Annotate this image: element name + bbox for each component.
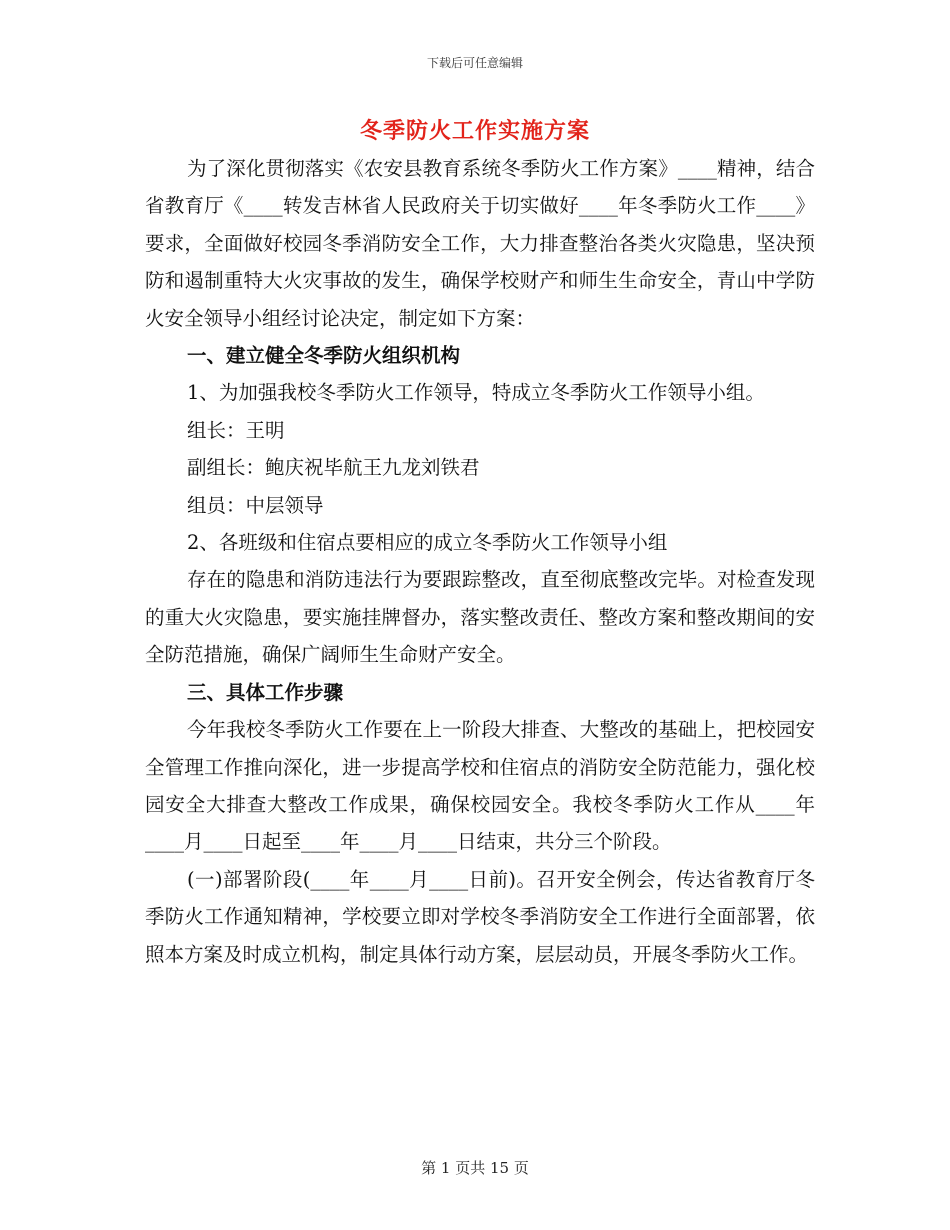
section-heading-steps: 三、具体工作步骤 <box>187 680 344 704</box>
intro-paragraph: 为了深化贯彻落实《农安县教育系统冬季防火工作方案》____精神，结合省教育厅《____转发吉林省人民政府关于切实做好____年冬季防火工作____》要求，全面做好校园冬季消防安全工作，大力排查整治各类火灾隐患，坚决预防和遏制重特大火灾事故的发生，确保学校财产和师生生命安全，青山中学防火安全领导小组经讨论决定，制定如下方案： <box>145 157 815 330</box>
rectification-paragraph: 存在的隐患和消防违法行为要跟踪整改，直至彻底整改完毕。对检查发现的重大火灾隐患，要实施挂牌督办，落实整改责任、整改方案和整改期间的安全防范措施，确保广阔师生生命财产安全。 <box>145 568 815 667</box>
section-heading-organization: 一、建立健全冬季防火组织机构 <box>187 344 461 368</box>
document-body <box>145 150 815 973</box>
page-header: 下载后可任意编辑 <box>426 56 523 70</box>
group-members: 组员：中层领导 <box>187 493 324 517</box>
group-vice-leaders: 副组长：鲍庆祝毕航王九龙刘铁君 <box>187 456 480 480</box>
page-footer: 第 1 页共 15 页 <box>421 1159 529 1177</box>
steps-paragraph: 今年我校冬季防火工作要在上一阶段大排查、大整改的基础上，把校园安全管理工作推向深化，进一步提高学校和住宿点的消防安全防范能力，强化校园安全大排查大整改工作成果，确保校园安全。我校冬季防火工作从____年____月____日起至____年____月____日结束，共分三个阶段。 <box>145 718 815 854</box>
list-item-2: 2、各班级和住宿点要相应的成立冬季防火工作领导小组 <box>187 531 668 555</box>
stage-one-paragraph: (一)部署阶段(____年____月____日前)。召开安全例会，传达省教育厅冬季防火工作通知精神，学校要立即对学校冬季消防安全工作进行全面部署，依照本方案及时成立机构，制定具体行动方案，层层动员，开展冬季防火工作。 <box>145 867 815 966</box>
document-title: 冬季防火工作实施方案 <box>359 119 590 144</box>
group-leader: 组长：王明 <box>187 418 285 442</box>
list-item-1: 1、为加强我校冬季防火工作领导，特成立冬季防火工作领导小组。 <box>187 381 765 405</box>
